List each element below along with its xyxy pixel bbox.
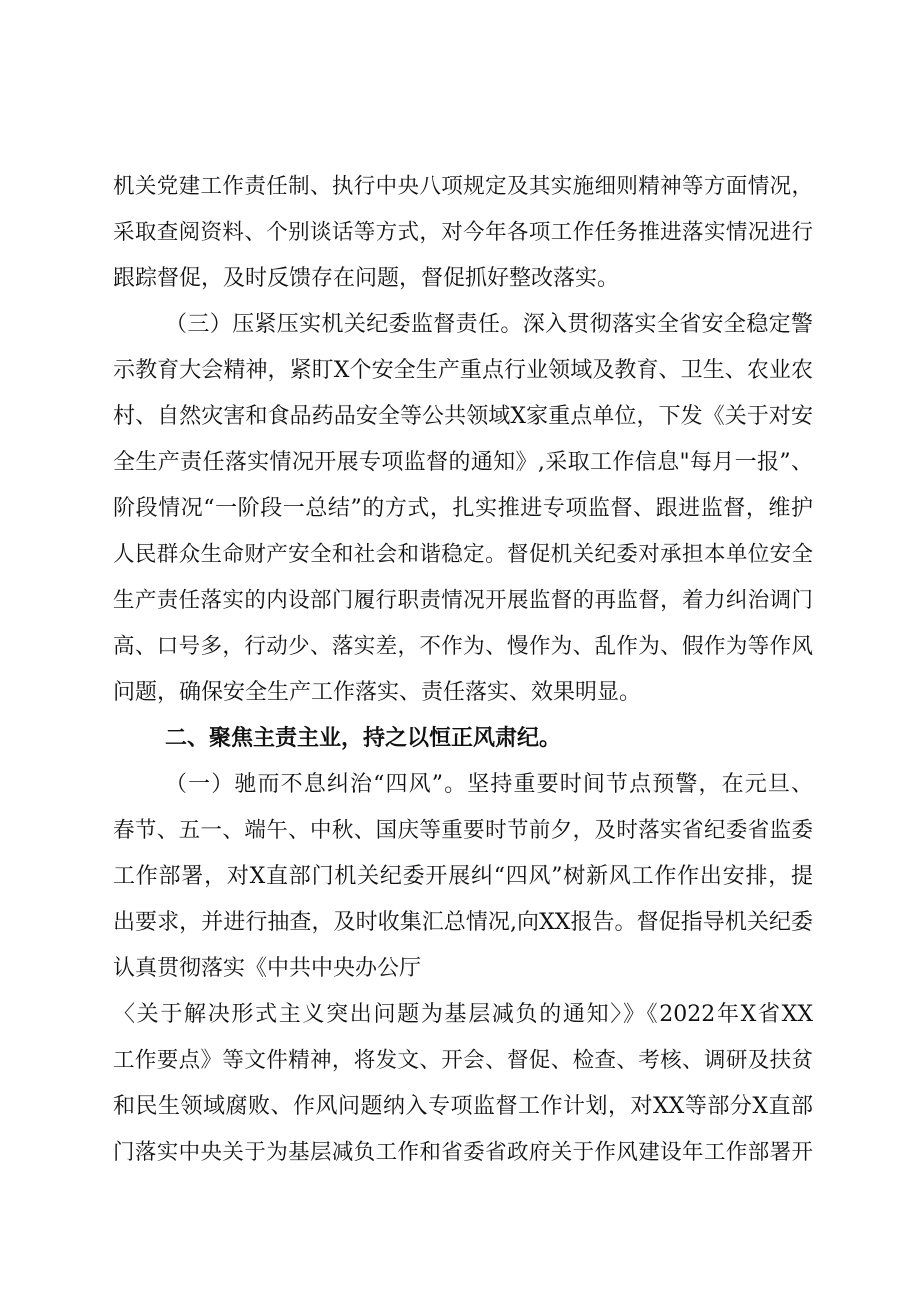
paragraph-line: 示教育大会精神，紧盯X个安全生产重点行业领域及教育、卫生、农业农 (113, 358, 813, 383)
paragraph-line: 村、自然灾害和食品药品安全等公共领域X家重点单位，下发《关于对安 (113, 404, 813, 429)
paragraph-line: 出要求，并进行抽查，及时收集汇总情况,向XX报告。督促指导机关纪委 (113, 910, 813, 935)
paragraph-line: （一）驰而不息纠治“四风”。坚持重要时间节点预警，在元旦、 (165, 772, 813, 797)
paragraph-line: 门落实中央关于为基层减负工作和省委省政府关于作风建设年工作部署开 (113, 1140, 813, 1165)
paragraph-line: 机关党建工作责任制、执行中央八项规定及其实施细则精神等方面情况， (113, 174, 813, 199)
paragraph-line: 〈关于解决形式主义突出问题为基层减负的通知〉》《2022年X省XX (113, 1002, 813, 1027)
paragraph-line: 跟踪督促，及时反馈存在问题，督促抓好整改落实。 (113, 266, 620, 291)
paragraph-line: 高、口号多，行动少、落实差，不作为、慢作为、乱作为、假作为等作风 (113, 634, 813, 659)
paragraph-line: 问题，确保安全生产工作落实、责任落实、效果明显。 (113, 680, 642, 705)
paragraph-line: 阶段情况“一阶段一总结”的方式，扎实推进专项监督、跟进监督，维护 (113, 496, 813, 521)
paragraph-line: 工作部署，对X直部门机关纪委开展纠“四风”树新风工作作出安排，提 (113, 864, 813, 889)
paragraph-line: 全生产责任落实情况开展专项监督的通知》,采取工作信息"每月一报”、 (113, 450, 813, 475)
paragraph-line: 工作要点》等文件精神，将发文、开会、督促、检查、考核、调研及扶贫 (113, 1048, 813, 1073)
paragraph-line: （三）压紧压实机关纪委监督责任。深入贯彻落实全省安全稳定警 (165, 312, 813, 337)
section-heading: 二、聚焦主责主业，持之以恒正风肃纪。 (165, 726, 562, 751)
paragraph-line: 人民群众生命财产安全和社会和谐稳定。督促机关纪委对承担本单位安全 (113, 542, 813, 567)
paragraph-line: 和民生领域腐败、作风问题纳入专项监督工作计划，对XX等部分X直部 (113, 1094, 813, 1119)
paragraph-line: 认真贯彻落实《中共中央办公厅 (113, 956, 422, 981)
paragraph-line: 生产责任落实的内设部门履行职责情况开展监督的再监督，着力纠治调门 (113, 588, 813, 613)
paragraph-line: 春节、五一、端午、中秋、国庆等重要时节前夕，及时落实省纪委省监委 (113, 818, 813, 843)
paragraph-line: 采取查阅资料、个别谈话等方式，对今年各项工作任务推进落实情况进行 (113, 220, 813, 245)
